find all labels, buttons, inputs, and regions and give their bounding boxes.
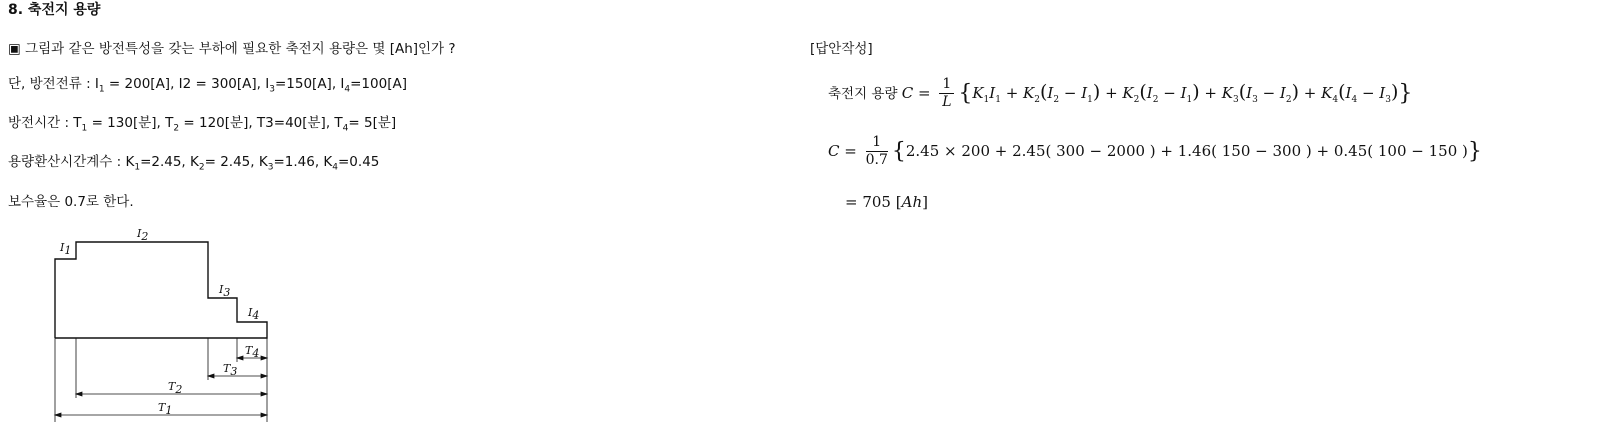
formula-fraction <box>939 76 954 111</box>
t4-value: = 5[분] <box>348 115 397 131</box>
i3-value: =150[A], <box>274 76 341 92</box>
formula-frac-den: L <box>942 94 952 110</box>
k1-symbol: K <box>125 154 135 170</box>
calc-frac-num: 1 <box>866 134 888 152</box>
k2-sub: 2 <box>198 162 205 173</box>
t4-symbol: T <box>334 115 343 131</box>
t1-symbol: T <box>73 115 82 131</box>
result-value: = 705 <box>845 193 896 211</box>
diagram-label-t1: T1 <box>158 401 173 417</box>
calc-brace-open: { <box>891 139 906 164</box>
t3-text: T3=40[분], <box>256 115 335 131</box>
diagram-label-t4: T4 <box>245 344 260 360</box>
capacity-result <box>845 193 928 211</box>
result-unit: Ah <box>901 193 923 211</box>
diagram-label-i2: I2 <box>137 227 149 243</box>
load-profile-outline <box>55 242 267 338</box>
i4-sub: 4 <box>344 84 351 95</box>
diagram-label-i3: I3 <box>219 283 231 299</box>
i4-value: =100[A] <box>350 76 407 92</box>
t2-symbol: T <box>165 115 174 131</box>
k4-sub: 4 <box>332 162 338 173</box>
t2-sub: 2 <box>173 123 180 134</box>
time-prefix: 방전시간 : <box>8 115 74 131</box>
k4-value: =0.45 <box>338 154 380 170</box>
formula-brace-open: { <box>958 81 973 106</box>
i4-symbol: I <box>340 76 345 92</box>
discharge-time-line <box>8 111 396 134</box>
diagram-label-t2: T2 <box>168 380 183 396</box>
question-text: ▣ 그림과 같은 방전특성을 갖는 부하에 필요한 축전지 용량은 몇 [Ah]인가 ? <box>8 41 456 57</box>
calc-fraction <box>866 134 888 169</box>
formula-eq: = <box>913 84 936 102</box>
k3-sub: 3 <box>267 162 274 173</box>
result-bracket-open: [ <box>895 193 902 211</box>
k-coefficient-line <box>8 150 379 173</box>
answer-header: [답안작성] <box>810 41 873 57</box>
i1-value: = 200[A], <box>104 76 179 92</box>
calc-body: 2.45 × 200 + 2.45( 300 − 2000 ) + 1.46( 150 − 300 ) + 0.45( 100 − 150 ) <box>905 142 1468 160</box>
formula-c: C <box>901 84 914 102</box>
maintenance-factor-text: 보수율은 0.7로 한다. <box>8 194 134 210</box>
k-prefix: 용량환산시간계수 : <box>8 154 126 170</box>
calc-brace-close: } <box>1467 139 1482 164</box>
k1-sub: 1 <box>134 162 141 173</box>
k3-symbol: K <box>258 154 268 170</box>
t1-value: = 130[분], <box>87 115 166 131</box>
discharge-current-line <box>8 72 407 95</box>
capacity-calculation <box>828 134 1482 169</box>
formula-frac-num: 1 <box>939 76 954 94</box>
i3-sub: 3 <box>269 84 275 95</box>
k2-value: = 2.45, <box>204 154 259 170</box>
i3-symbol: I <box>265 76 270 92</box>
calc-frac-den: 0.7 <box>865 152 888 168</box>
diagram-label-i1: I1 <box>60 241 72 257</box>
current-prefix: 단, 방전전류 : <box>8 76 95 92</box>
k2-symbol: K <box>190 154 199 170</box>
i2-text: I2 = 300[A], <box>178 76 266 92</box>
calc-c: C <box>828 142 840 160</box>
formula-brace-close: } <box>1398 81 1413 106</box>
discharge-diagram <box>40 222 280 430</box>
i1-symbol: I <box>94 76 99 92</box>
diagram-label-i4: I4 <box>248 306 260 322</box>
k1-value: =2.45, <box>140 154 191 170</box>
i1-sub: 1 <box>98 84 105 95</box>
t4-sub: 4 <box>342 123 349 134</box>
k3-value: =1.46, <box>273 154 324 170</box>
diagram-label-t3: T3 <box>223 362 238 378</box>
section-title: 8. 축전지 용량 <box>8 2 101 18</box>
t2-value: = 120[분], <box>179 115 257 131</box>
t1-sub: 1 <box>81 123 88 134</box>
calc-eq: = <box>839 142 862 160</box>
result-bracket-close: ] <box>922 193 928 211</box>
formula-prefix: 축전지 용량 <box>828 86 902 102</box>
k4-symbol: K <box>323 154 333 170</box>
capacity-formula <box>828 76 1412 111</box>
formula-body: $K_1I_1 + K_2(I_2 - I_1) + K_2(I_2 - I_1) + K_3(I_3 - I_2) + K_4(I_4 - I_3)$ <box>972 81 1399 105</box>
